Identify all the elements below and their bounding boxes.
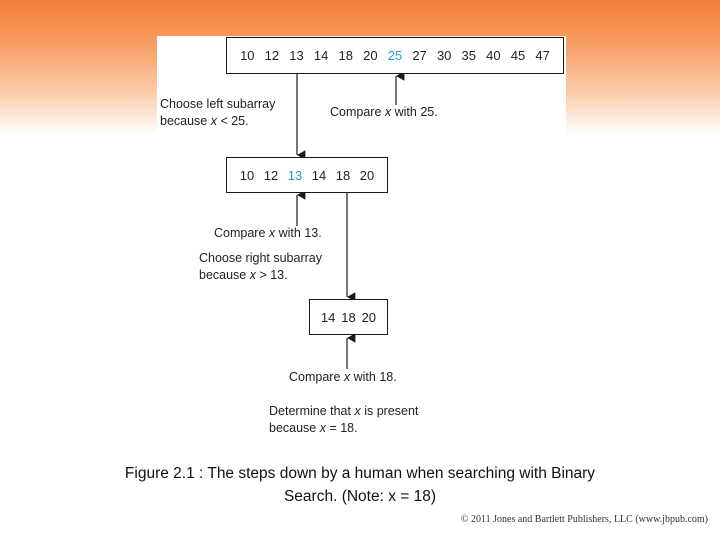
array-element: 47 [535,48,550,63]
array-element: 18 [341,309,356,325]
array-element: 20 [361,309,377,325]
array-full [226,37,564,74]
array-element: 14 [313,48,329,63]
caption-line1: Figure 2.1 : The steps down by a human when searching with Binary [124,465,596,482]
note-choose-left [160,96,275,130]
note-determine-line2: because x = 18. [269,421,358,435]
array-element: 12 [263,167,279,183]
note-compare-25: Compare x with 25. [330,105,438,119]
array-element: 20 [359,167,375,183]
copyright-notice: © 2011 Jones and Bartlett Publishers, LLC (www.jbpub.com) [460,514,708,525]
note-choose-left-line1: Choose left subarray [160,97,276,111]
note-choose-right [199,250,322,284]
note-compare-13: Compare x with 13. [214,226,322,240]
note-choose-right-line2: because x > 13. [199,268,288,282]
note-choose-right-line1: Choose right subarray [199,251,322,265]
figure-caption [40,462,680,508]
array-element: 30 [436,48,452,63]
array-element: 13 [287,167,303,183]
note-determine-present [269,403,418,437]
array-element: 25 [387,48,403,63]
note-choose-left-line2: because x < 25. [160,114,249,128]
array-element: 27 [412,48,427,63]
array-right-quarter [309,299,388,335]
caption-line2: Search. (Note: x = 18) [283,488,437,505]
array-element: 10 [240,48,255,63]
array-element: 18 [335,167,351,183]
array-element: 14 [320,309,336,325]
note-determine-line1: Determine that x is present [269,404,419,418]
array-element: 14 [311,167,327,183]
array-left-half [226,157,388,193]
note-compare-18: Compare x with 18. [289,370,397,384]
array-element: 35 [461,48,477,63]
array-element: 40 [486,48,501,63]
array-element: 45 [510,48,526,63]
array-element: 10 [239,167,255,183]
array-element: 18 [338,48,353,63]
array-element: 12 [264,48,280,63]
array-element: 20 [363,48,378,63]
array-element: 13 [289,48,304,63]
